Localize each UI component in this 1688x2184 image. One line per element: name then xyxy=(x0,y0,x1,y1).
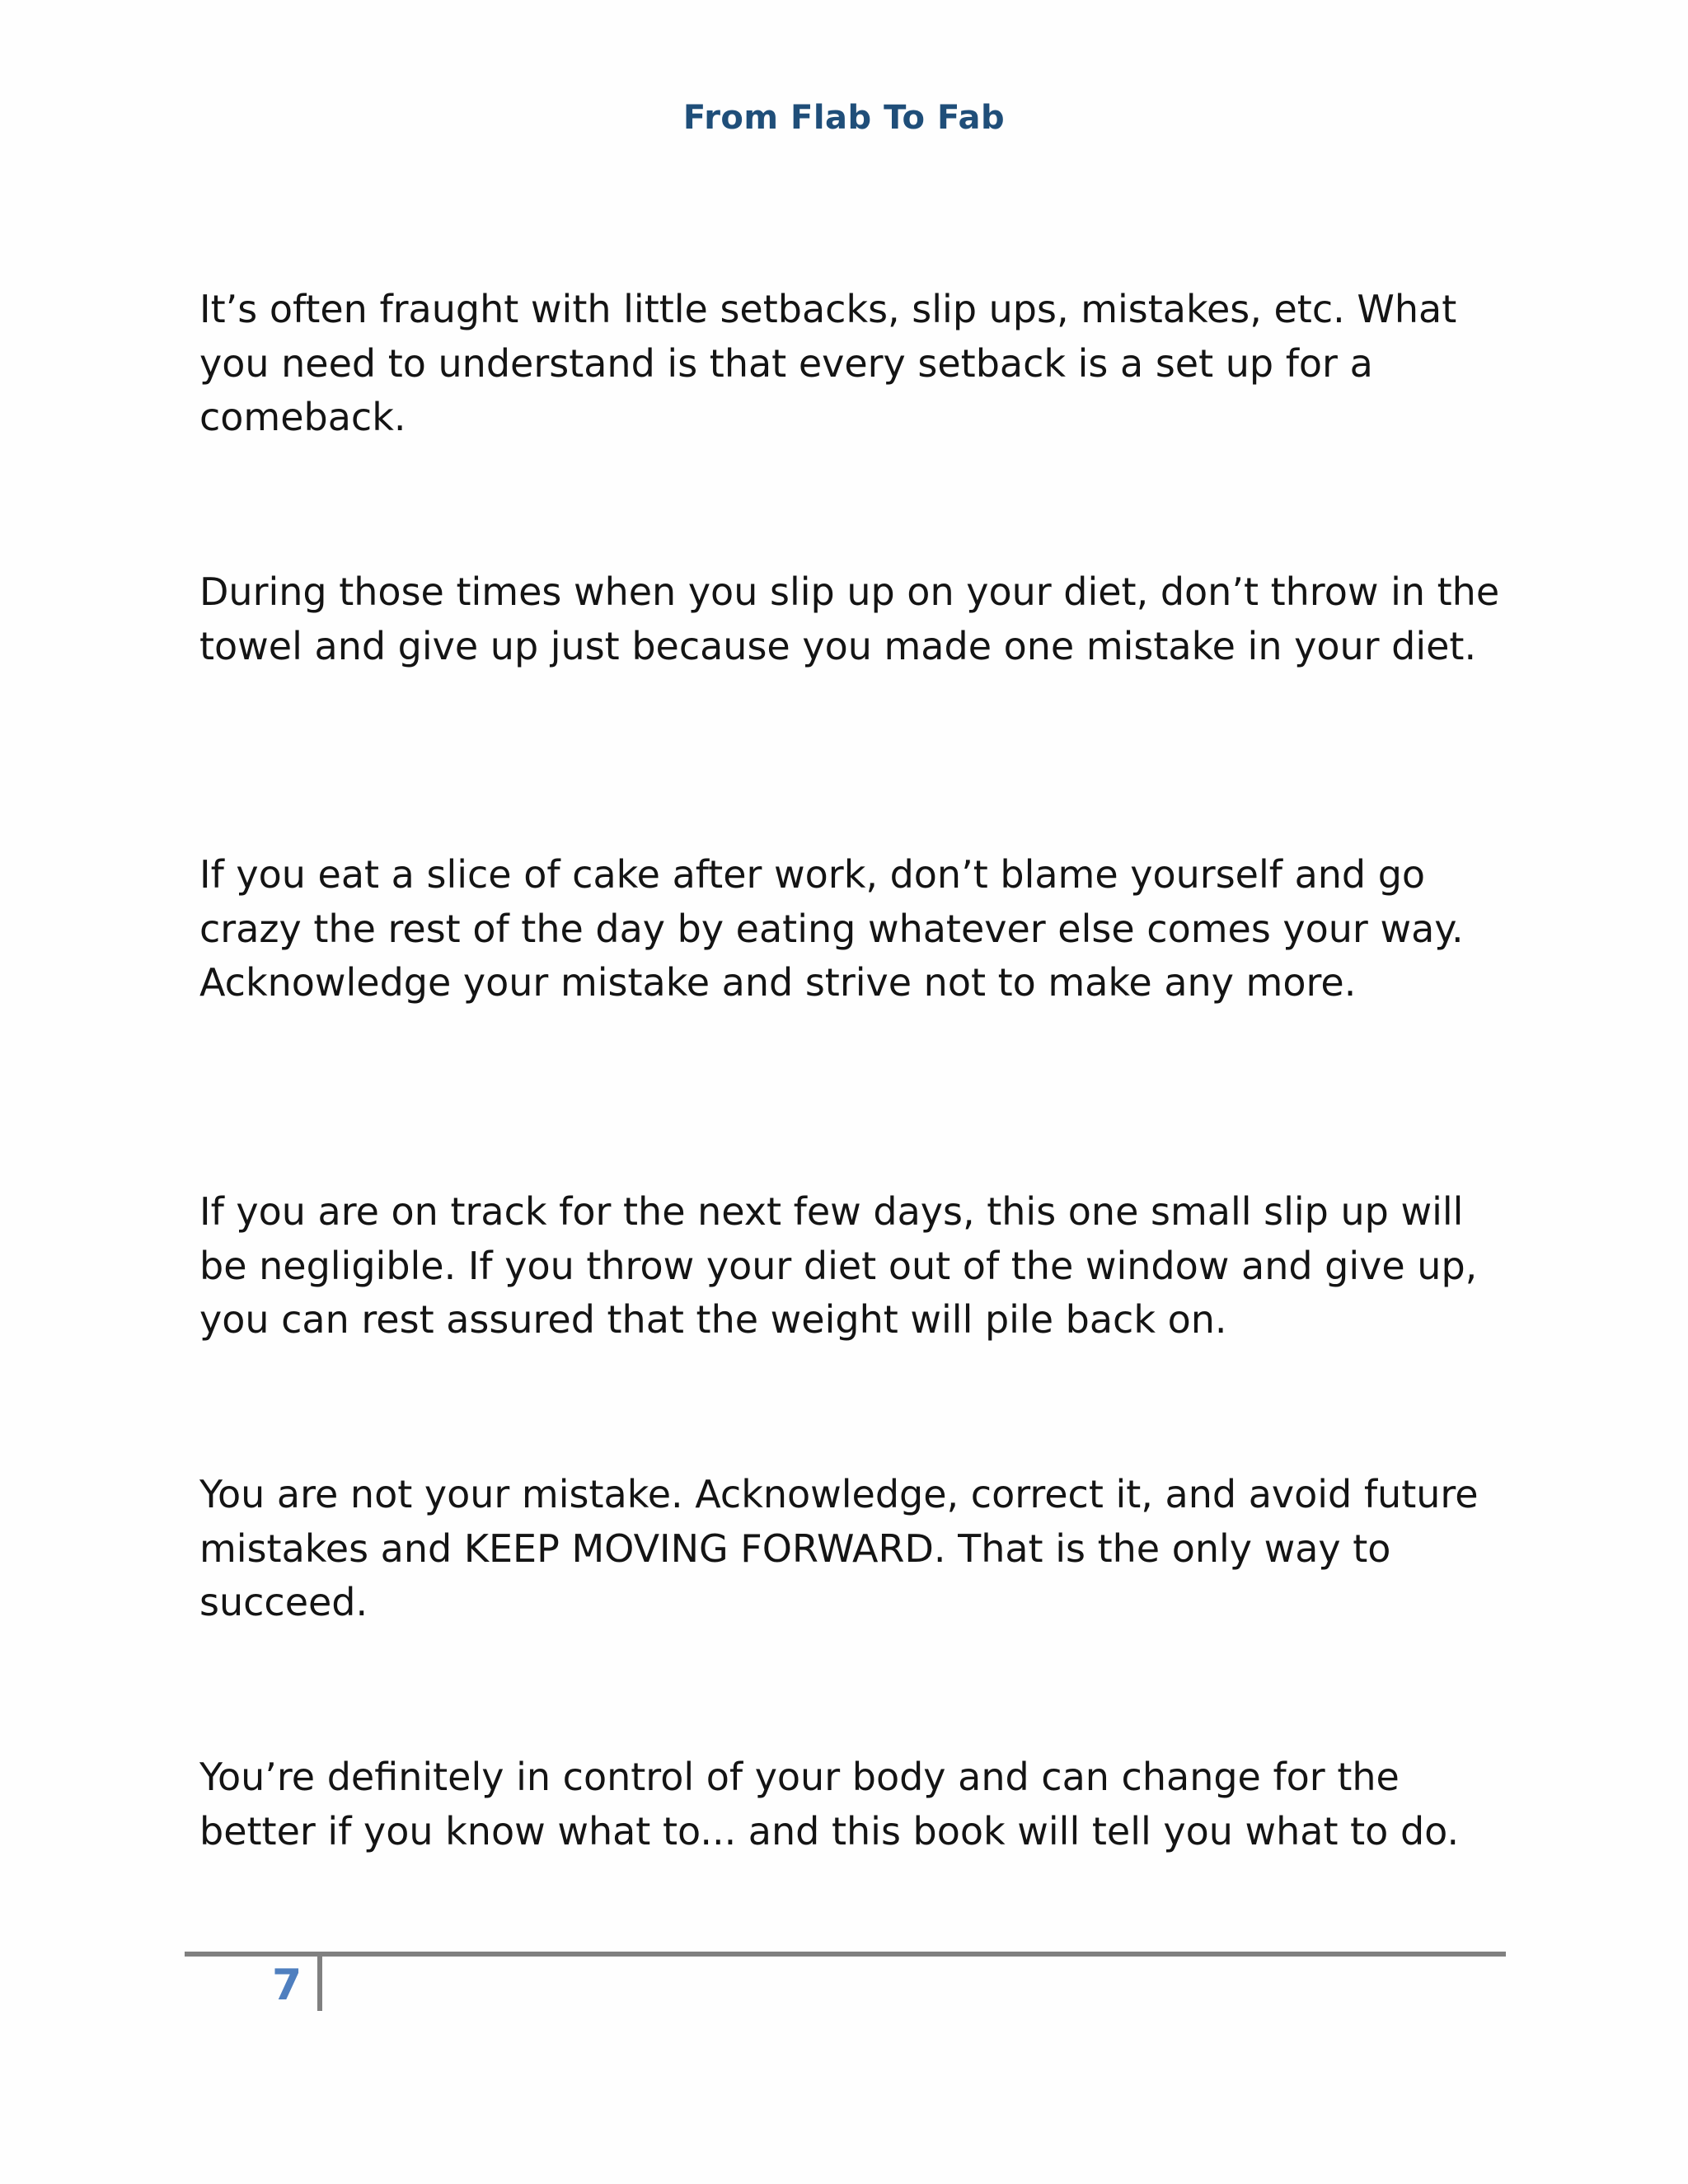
page-number: 7 xyxy=(272,1961,302,2010)
paragraph-2: During those times when you slip up on your diet, don’t throw in the towel and give up just because you made one mistake in your diet. xyxy=(199,569,1500,668)
paragraph-5: You are not your mistake. Acknowledge, correct it, and avoid future mistakes and KEEP MOVING FORWARD. That is the only way to succeed. xyxy=(199,1472,1479,1624)
paragraph-4: If you are on track for the next few days, this one small slip up will be negligible. If you throw your diet out of the window and give up, you can rest assured that the weight will pile back on. xyxy=(199,1189,1478,1342)
running-header-title: From Flab To Fab xyxy=(682,99,1006,137)
footer-rule xyxy=(185,1952,1506,1957)
footer-divider xyxy=(317,1957,322,2011)
paragraph-1: It’s often fraught with little setbacks, slip ups, mistakes, etc. What you need to understand is that every setback is a set up for a comeback. xyxy=(199,287,1457,439)
paragraph-6: You’re definitely in control of your body and can change for the better if you know what to... and this book will tell you what to do. xyxy=(199,1755,1460,1854)
paragraph-3: If you eat a slice of cake after work, don’t blame yourself and go crazy the rest of the day by eating whatever else comes your way. Acknowledge your mistake and strive not to make any more. xyxy=(199,852,1464,1005)
